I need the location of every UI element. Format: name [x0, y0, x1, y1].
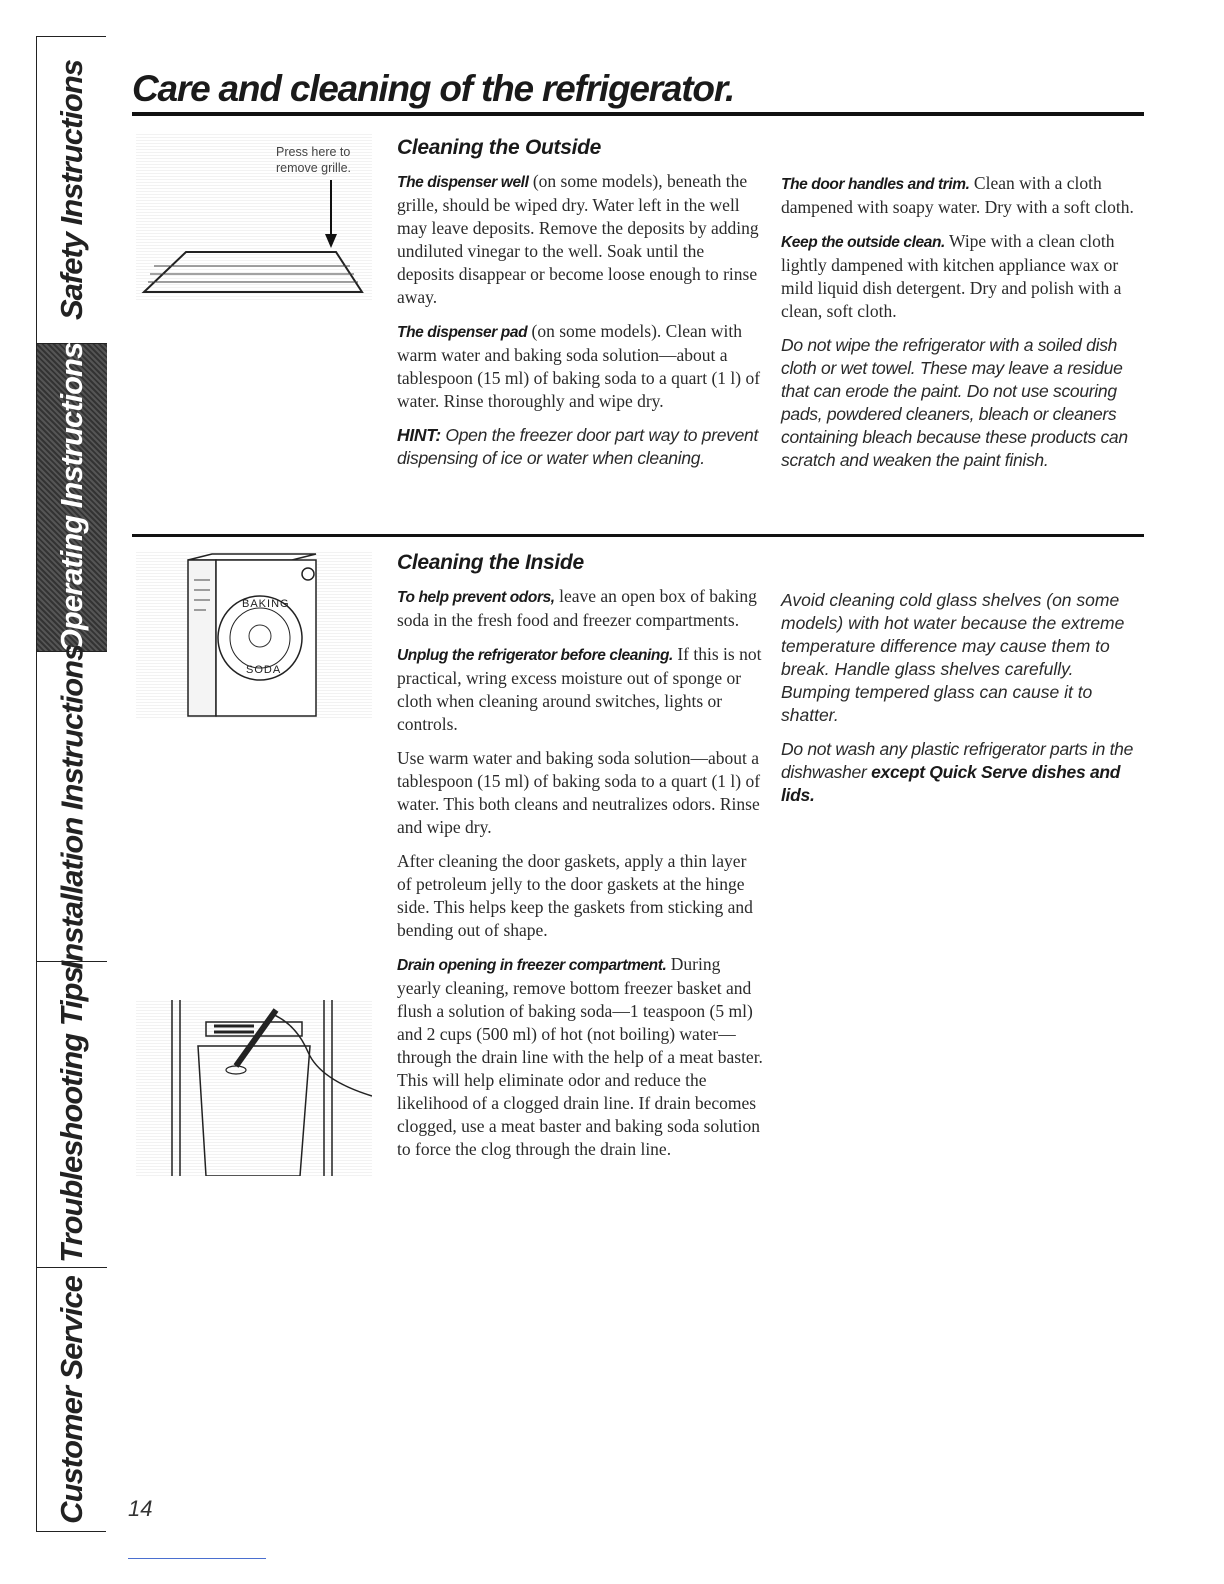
freezer-drain-drawing	[136, 1000, 372, 1176]
freezer-drain-illustration	[136, 1000, 372, 1176]
tab-troubleshooting-tips[interactable]	[37, 962, 107, 1268]
dishwasher-note: Do not wash any plastic refrigerator parts in the dishwasher except Quick Serve dishes and lids.	[781, 739, 1134, 805]
title-divider	[132, 112, 1144, 116]
outside-column-left	[397, 136, 763, 481]
glass-shelves-warning: Avoid cleaning cold glass shelves (on some models) with hot water because the extreme temperature difference may cause them to break. Handle glass shelves carefully. Bumping tempered glass can cause it to shatter.	[781, 590, 1125, 725]
paint-warning-note: Do not wipe the refrigerator with a soiled dish cloth or wet towel. These may leave a residue that can erode the paint. Do not use scouring pads, powdered cleaners, bleach or cleaners containing bleach because these products can scratch and weaken the paint finish.	[781, 335, 1128, 470]
dispenser-grille-illustration	[136, 134, 372, 300]
paragraph-dispenser-pad: The dispenser pad (on some models). Clean with warm water and baking soda solution—about a tablespoon (15 ml) of baking soda to a quart (1 l) of water. Rinse thoroughly and wipe dry.	[397, 321, 761, 411]
tab-operating-instructions[interactable]	[37, 344, 107, 652]
paragraph-door-handles: The door handles and trim. Clean with a cloth dampened with soapy water. Dry with a soft cloth.	[781, 173, 1134, 217]
section-divider	[132, 534, 1144, 537]
tab-label: Installation Instructions	[54, 644, 89, 969]
tab-label: Customer Service	[54, 1275, 89, 1524]
page-number: 14	[128, 1496, 153, 1521]
tab-safety-instructions[interactable]	[37, 37, 107, 344]
paragraph-outside-clean: Keep the outside clean. Wipe with a clean cloth lightly dampened with kitchen appliance wax or mild liquid dish detergent. Dry and polish with a clean, soft cloth.	[781, 231, 1122, 321]
footer-line	[128, 1558, 266, 1559]
tab-label: Safety Instructions	[54, 59, 89, 321]
baking-soda-box-drawing	[136, 550, 372, 718]
hint-note: HINT: Open the freezer door part way to prevent dispensing of ice or water when cleaning.	[397, 425, 759, 468]
inside-column-left	[397, 551, 763, 1172]
section-heading-outside: Cleaning the Outside	[397, 136, 602, 159]
outside-column-right	[781, 172, 1143, 483]
tab-label: Troubleshooting Tips	[54, 966, 89, 1263]
tab-label: Operating Instructions	[54, 342, 90, 653]
paragraph-dispenser-well: The dispenser well (on some models), beneath the grille, should be wiped dry. Water left in the well may leave deposits. Remove the deposits by adding undiluted vinegar to the well. Soak until the deposits disappear or become loose enough to rinse away.	[397, 171, 759, 307]
box-label-bottom: SODA	[246, 664, 282, 676]
paragraph-unplug: Unplug the refrigerator before cleaning. If this is not practical, wring excess moisture out of sponge or cloth when cleaning around switches, lights or controls.	[397, 644, 762, 734]
baking-soda-illustration	[136, 550, 372, 718]
paragraph-drain-opening: Drain opening in freezer compartment. During yearly cleaning, remove bottom freezer basket and flush a solution of baking soda—1 teaspoon (5 ml) and 2 cups (500 ml) of hot (not boiling) water—through the drain line with the help of a meat baster. This will help eliminate odor and reduce the likelihood of a clogged drain line. If drain becomes clogged, use a meat baster and baking soda solution to force the clog through the drain line.	[397, 954, 763, 1159]
tab-customer-service[interactable]	[37, 1268, 107, 1531]
section-tabs	[36, 36, 106, 1532]
tab-installation-instructions[interactable]	[37, 644, 107, 969]
inside-column-right	[781, 589, 1143, 818]
paragraph-baking-soda-solution: Use warm water and baking soda solution—about a tablespoon (15 ml) of baking soda to a quart (1 l) of water. This both cleans and neutralizes odors. Rinse and wipe dry.	[397, 748, 761, 837]
page-title: Care and cleaning of the refrigerator.	[132, 68, 735, 109]
paragraph-door-gaskets: After cleaning the door gaskets, apply a thin layer of petroleum jelly to the door gaskets at the hinge side. This helps keep the gaskets from sticking and bending out of shape.	[397, 851, 753, 940]
section-heading-inside: Cleaning the Inside	[397, 551, 584, 574]
grille-callout: Press here to remove grille.	[276, 145, 352, 175]
grille-drawing	[136, 134, 372, 300]
box-label-top: BAKING	[242, 598, 290, 610]
paragraph-prevent-odors: To help prevent odors, leave an open box of baking soda in the fresh food and freezer compartments.	[397, 586, 757, 630]
